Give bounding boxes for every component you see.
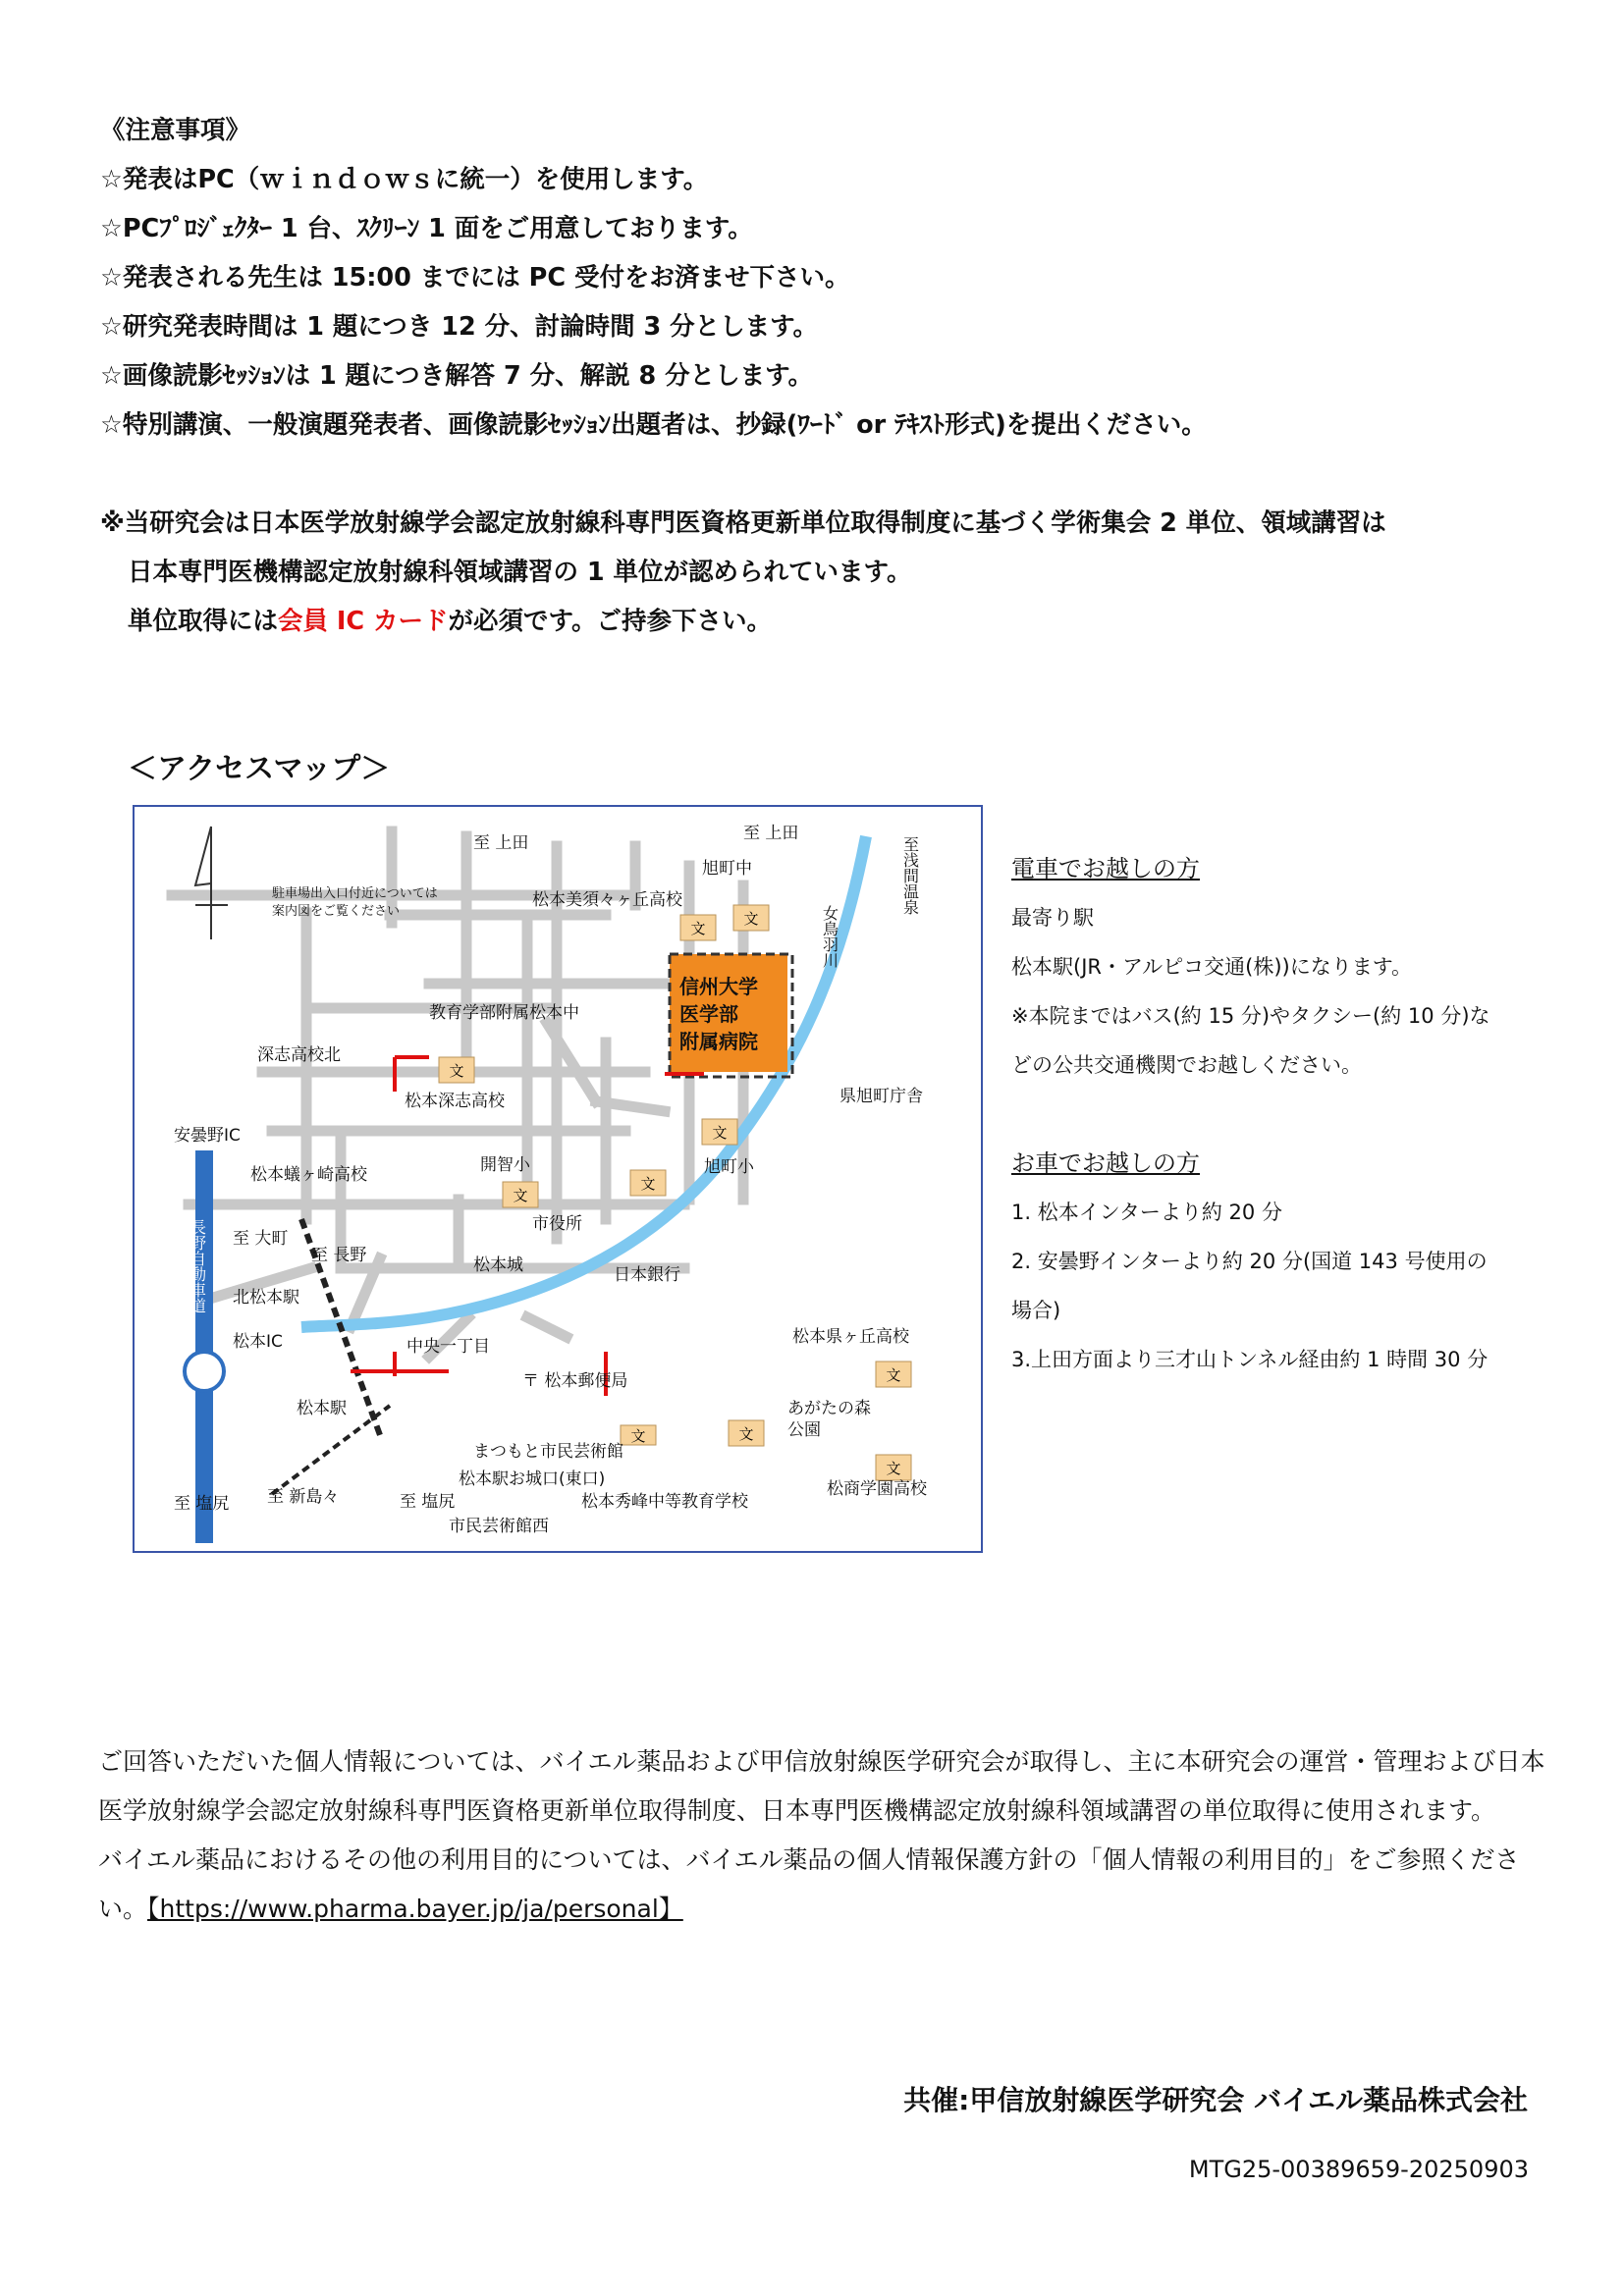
notice-item: ☆PCﾌﾟﾛｼﾞｪｸﾀｰ 1 台、ｽｸﾘｰﾝ 1 面をご用意しております。	[100, 214, 753, 243]
label-hospital: 医学部	[679, 1002, 738, 1026]
label-hospital: 附属病院	[679, 1030, 758, 1053]
access-map	[133, 805, 983, 1553]
map-drawing	[135, 807, 981, 1551]
label-parking-note: 駐車場出入口付近については	[272, 886, 438, 901]
label-kaichi-es: 開智小	[480, 1155, 530, 1175]
label-aritasaki-hs: 松本蟻ヶ崎高校	[250, 1165, 367, 1185]
label-nagano-expressway: 長野自動車道	[188, 1219, 207, 1313]
label-city-hall: 市役所	[532, 1214, 582, 1234]
label-to-shinshimashima: 至 新島々	[267, 1487, 340, 1507]
label-agata: 公園	[787, 1420, 821, 1440]
label-art-museum: まつもと市民芸術館	[473, 1442, 623, 1462]
label-hospital: 信州大学	[679, 975, 758, 998]
label-to-ueda: 至 上田	[473, 833, 529, 853]
train-line: 松本駅(JR・アルピコ交通(株))になります。	[1011, 955, 1413, 979]
school-icon: 文	[630, 1427, 646, 1445]
north-arrow	[195, 827, 228, 939]
label-misuzugaoka-hs: 松本美須々ヶ丘高校	[532, 890, 682, 910]
label-to-shiojiri: 至 塩尻	[174, 1494, 230, 1514]
school-icon: 文	[640, 1175, 656, 1193]
label-oshiroguchi: 松本駅お城口(東口)	[459, 1469, 606, 1489]
privacy-paragraph	[98, 1836, 1551, 1934]
car-line: 場合)	[1011, 1299, 1061, 1322]
credit-line: ※当研究会は日本医学放射線学会認定放射線科専門医資格更新単位取得制度に基づく学術集会 2 単位、領域講習は	[100, 508, 1386, 538]
credit-line: 日本専門医機構認定放射線科領域講習の 1 単位が認められています。	[128, 558, 912, 587]
notice-section	[100, 106, 1553, 450]
label-to-nagano: 至 長野	[311, 1246, 367, 1265]
label-art-museum-west: 市民芸術館西	[449, 1517, 549, 1536]
access-map-title: ＜アクセスマップ＞	[128, 752, 391, 786]
school-icon: 文	[886, 1460, 901, 1477]
privacy-section	[98, 1737, 1551, 1934]
notice-item: ☆特別講演、一般演題発表者、画像読影ｾｯｼｮﾝ出題者は、抄録(ﾜｰﾄﾞ or ﾃｷｽﾄ形式)を提出ください。	[100, 410, 1207, 440]
expressway-line	[195, 1150, 213, 1543]
label-post-office: 〒 松本郵便局	[522, 1371, 628, 1391]
access-info	[1011, 844, 1561, 1384]
train-heading: 電車でお越しの方	[1011, 855, 1200, 882]
document-code: MTG25-00389659-20250903	[1188, 2156, 1529, 2183]
label-azumino-ic: 安曇野IC	[174, 1126, 241, 1146]
label-ken-asahimachi: 県旭町庁舎	[839, 1087, 923, 1106]
credit-suffix: が必須です。ご持参下さい。	[448, 607, 772, 636]
label-shuho-school: 松本秀峰中等教育学校	[581, 1492, 748, 1512]
car-line: 2. 安曇野インターより約 20 分(国道 143 号使用の	[1011, 1250, 1488, 1273]
label-to-shiojiri: 至 塩尻	[400, 1492, 456, 1512]
car-line: 3.上田方面より三才山トンネル経由約 1 時間 30 分	[1011, 1348, 1489, 1371]
label-asahimachi-es: 旭町小	[704, 1157, 754, 1177]
label-matsumoto-castle: 松本城	[473, 1255, 523, 1275]
privacy-url-link[interactable]: 【https://www.pharma.bayer.jp/ja/personal】	[147, 1895, 683, 1923]
notice-item: ☆研究発表時間は 1 題につき 12 分、討論時間 3 分とします。	[100, 312, 819, 342]
label-parking-note: 案内図をご覧ください	[272, 904, 401, 919]
school-icon: 文	[690, 920, 706, 937]
label-to-ueda: 至 上田	[743, 824, 799, 843]
notice-title: 《注意事項》	[100, 116, 251, 145]
notice-item: ☆発表される先生は 15:00 までには PC 受付をお済ませ下さい。	[100, 263, 850, 293]
label-boj: 日本銀行	[614, 1265, 680, 1285]
school-icon: 文	[513, 1187, 528, 1204]
school-icon: 文	[738, 1425, 754, 1443]
label-to-asama: 至浅間温泉	[900, 836, 920, 915]
train-line: 最寄り駅	[1011, 906, 1094, 930]
label-matsumoto-ic: 松本IC	[233, 1332, 283, 1352]
credit-section	[100, 499, 1573, 646]
label-asahimachi-jh: 旭町中	[702, 859, 752, 879]
label-kyoiku-jh: 教育学部附属松本中	[429, 1003, 579, 1023]
school-icon: 文	[712, 1124, 728, 1142]
school-icon: 文	[743, 910, 759, 928]
privacy-paragraph: ご回答いただいた個人情報については、バイエル薬品および甲信放射線医学研究会が取得し、主に本研究会の運営・管理および日本医学放射線学会認定放射線科専門医資格更新単位取得制度、日本専門医機構認定放射線科領域講習の単位取得に使用されます。	[98, 1747, 1545, 1825]
label-matsumoto-sta: 松本駅	[297, 1399, 347, 1418]
credit-prefix: 単位取得には	[128, 607, 279, 636]
cohost-line: 共催:甲信放射線医学研究会 バイエル薬品株式会社	[903, 2084, 1528, 2116]
label-chuo-1: 中央一丁目	[406, 1337, 490, 1357]
car-line: 1. 松本インターより約 20 分	[1011, 1201, 1282, 1224]
train-line: ※本院まではバス(約 15 分)やタクシー(約 10 分)な	[1011, 1004, 1490, 1028]
map-labels	[174, 824, 928, 1536]
label-agata: あがたの森	[787, 1399, 871, 1418]
label-kita-matsumoto: 北松本駅	[233, 1288, 299, 1308]
label-fukashi-hs: 松本深志高校	[405, 1092, 505, 1111]
car-heading: お車でお越しの方	[1011, 1149, 1200, 1177]
label-kengaoka-hs: 松本県ヶ丘高校	[792, 1327, 909, 1347]
privacy-text: バイエル薬品におけるその他の利用目的については、バイエル薬品の個人情報保護方針の「個人情報の利用目的」をご参照ください。	[98, 1845, 1520, 1923]
school-icon: 文	[886, 1366, 901, 1384]
label-metoba-river: 女鳥羽川	[820, 905, 839, 968]
ic-card-highlight: 会員 IC カード	[278, 607, 449, 636]
label-shogakuen-hs: 松商学園高校	[827, 1479, 927, 1499]
label-fukashi-kita: 深志高校北	[257, 1045, 341, 1065]
label-to-omachi: 至 大町	[233, 1229, 289, 1249]
school-icon: 文	[449, 1062, 464, 1080]
notice-item: ☆画像読影ｾｯｼｮﾝは 1 題につき解答 7 分、解説 8 分とします。	[100, 361, 814, 391]
credit-line	[100, 597, 1573, 646]
train-line: どの公共交通機関でお越しください。	[1011, 1053, 1362, 1077]
matsumoto-ic-marker	[185, 1352, 224, 1391]
notice-item: ☆発表はPC（ｗｉｎｄｏｗｓに統一）を使用します。	[100, 165, 709, 194]
